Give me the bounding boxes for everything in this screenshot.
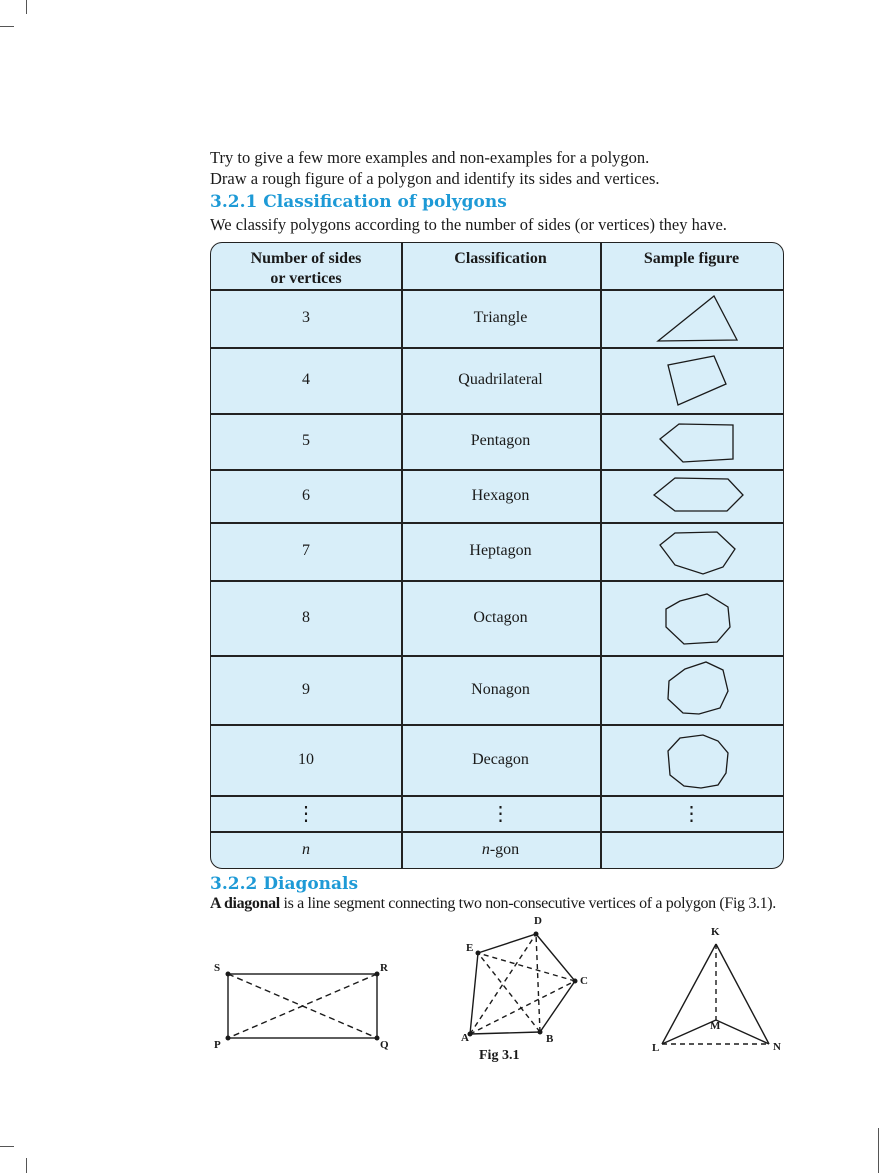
cell-classification: Nonagon — [471, 680, 530, 698]
vertex-label-b: B — [546, 1033, 554, 1045]
cell-sides: 7 — [302, 542, 310, 559]
cell-classification: Decagon — [472, 750, 529, 768]
vertex-label-k: K — [711, 926, 720, 938]
header-sides-line-2: or vertices — [270, 270, 342, 287]
diagonal-definition-text: is a line segment connecting two non-consecutive vertices of a polygon (Fig 3.1). — [279, 895, 776, 912]
vertex-label-r: R — [380, 962, 388, 974]
intro-line-2: Draw a rough figure of a polygon and identify its sides and vertices. — [210, 169, 660, 188]
cell-sides: 9 — [302, 680, 310, 698]
cell-classification: Triangle — [473, 309, 528, 326]
cell-sides: 5 — [302, 432, 310, 449]
cell-classification: Pentagon — [470, 432, 531, 449]
header-sides-line-1: Number of sides — [250, 250, 362, 267]
vertex-label-s: S — [214, 962, 221, 974]
vertex-label-e: E — [466, 942, 474, 954]
diagonal-term: A diagonal — [210, 895, 280, 912]
vertex-label-q: Q — [380, 1039, 389, 1051]
cell-ellipsis: ⋮ — [296, 802, 316, 825]
cell-ellipsis: ⋮ — [490, 802, 511, 825]
cell-sides: 10 — [298, 750, 314, 768]
vertex-label-a: A — [461, 1032, 469, 1044]
figure-caption: Fig 3.1 — [479, 1048, 520, 1063]
cell-classification: Hexagon — [471, 486, 530, 504]
vertex-label-d: D — [534, 915, 542, 927]
section-heading-diagonals: 3.2.2 Diagonals — [210, 874, 359, 894]
header-sample-figure: Sample figure — [643, 250, 740, 267]
vertex-label-c: C — [580, 975, 588, 987]
ngon-suffix: -gon — [489, 840, 520, 858]
header-classification: Classification — [454, 250, 547, 267]
pentagon-vertices — [468, 932, 578, 1037]
cell-sides: 6 — [302, 486, 310, 504]
cell-sides: 3 — [302, 309, 310, 326]
vertex-label-l: L — [652, 1042, 660, 1054]
intro-line-1: Try to give a few more examples and non-examples for a polygon. — [210, 148, 650, 167]
vertex-label-p: P — [214, 1039, 221, 1051]
cell-sides: 8 — [302, 608, 310, 626]
cell-ellipsis: ⋮ — [681, 802, 702, 825]
vertex-label-m: M — [710, 1020, 721, 1032]
cell-classification: Quadrilateral — [458, 371, 543, 388]
cell-classification: Octagon — [473, 608, 528, 626]
section-heading-classification: 3.2.1 Classification of polygons — [210, 192, 507, 212]
vertex-label-n: N — [773, 1041, 781, 1053]
section-text-classification: We classify polygons according to the number of sides (or vertices) they have. — [210, 215, 727, 234]
pentagon-abcde — [470, 934, 575, 1034]
cell-sides: 4 — [302, 371, 310, 388]
ngon-n: n — [481, 840, 490, 858]
cell-sides: n — [302, 840, 310, 858]
rectangle-pqrs — [228, 974, 377, 1038]
cell-classification: Heptagon — [469, 542, 532, 559]
